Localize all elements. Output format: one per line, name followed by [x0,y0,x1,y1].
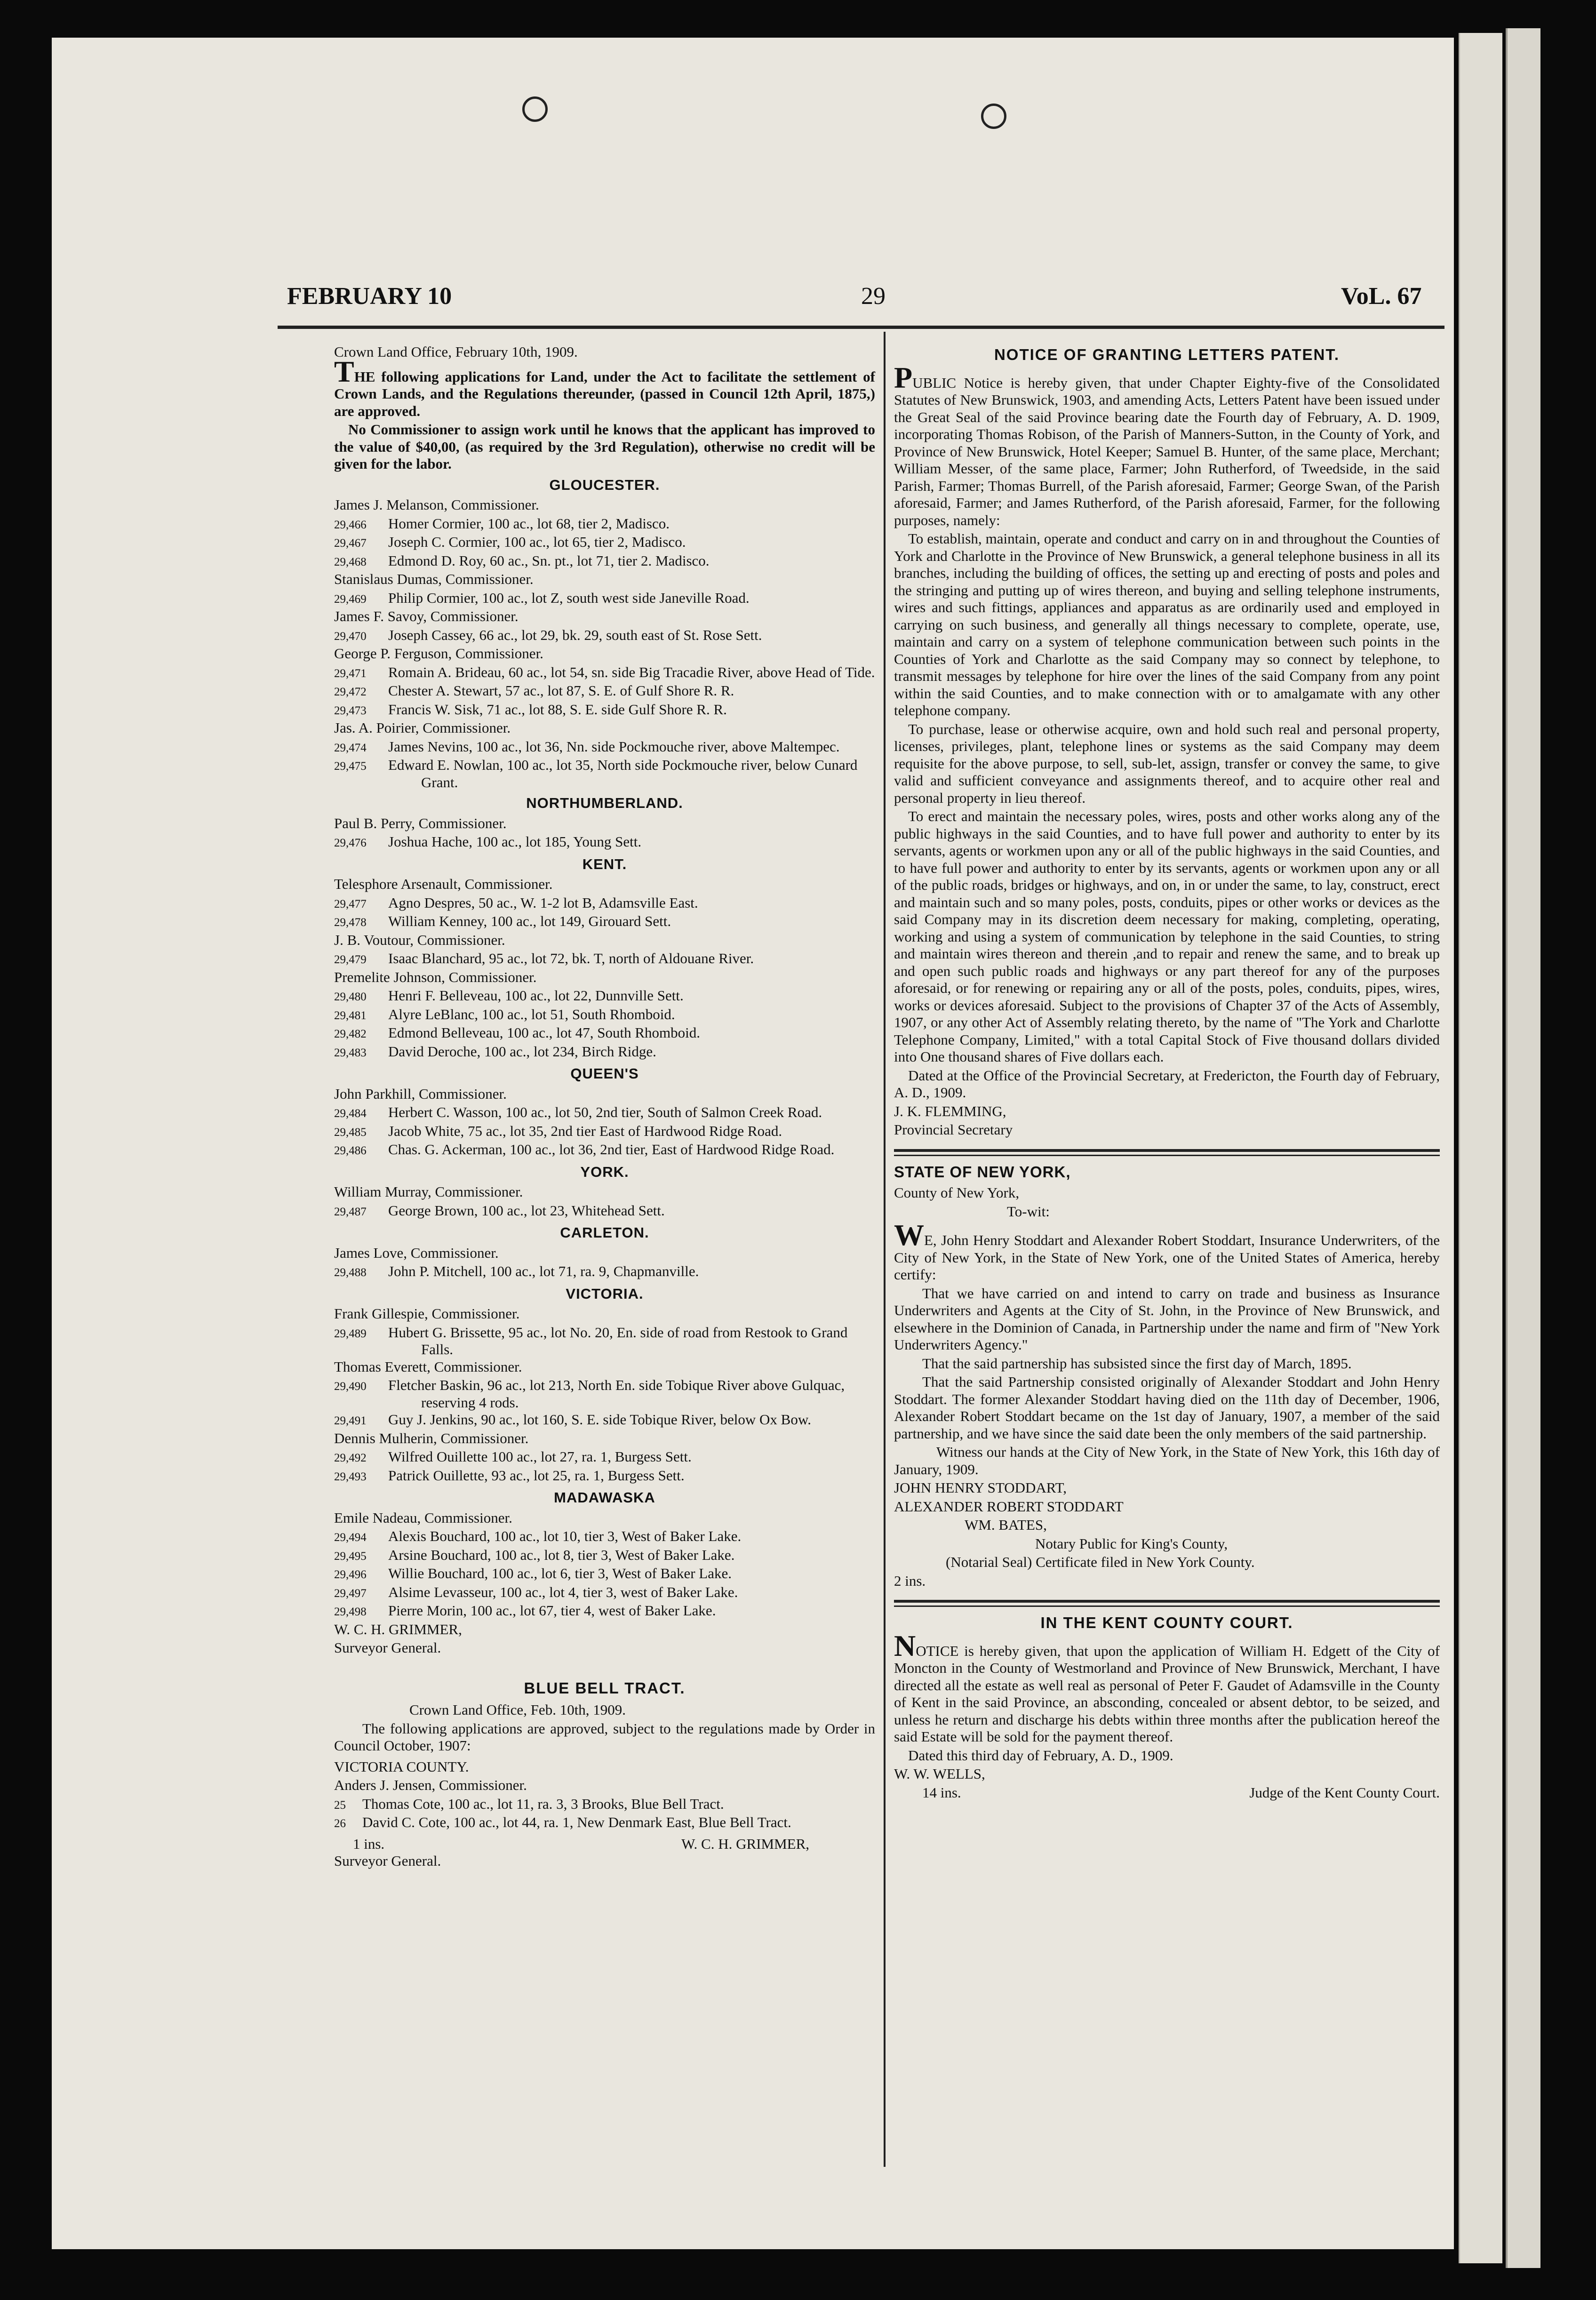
county-heading: CARLETON. [560,1224,649,1241]
application-number: 29,469 [334,592,367,606]
application-text: Edward E. Nowlan, 100 ac., lot 35, North side Pockmouche river, below Cunard Grant. [388,757,858,791]
intro-paragraph: THE following applications for Land, under the Act to facilitate the settlement of Crown Lands, and the Regulations thereunder, (passed in Council 12th April, 1875,) are approved. [334,354,875,419]
section-rule-1 [894,1149,1440,1156]
application-number: 29,489 [334,1327,367,1340]
volume-number: VoL. 67 [1341,283,1422,310]
application-entry [334,1584,875,1603]
ny-p4: That the said Partnership consisted originally of Alexander Stoddart and John Henry Stoddart. The former Alexander Stoddart having died on the 11th day of December, 1906, Alexander Robert Stoddart became on the 1st day of January, 1907, a member of the said partnership, and we have since the said date been the only members of the said partnership. [894,1374,1440,1442]
application-text: Willie Bouchard, 100 ac., lot 6, tier 3, West of Baker Lake. [388,1565,732,1581]
bluebell-entry [334,1814,875,1833]
commissioner-line: Premelite Johnson, Commissioner. [334,968,537,985]
application-number: 29,470 [334,630,367,643]
patent-p2: To establish, maintain, operate and conduct and carry on in and throughout the Counties of York and Charlotte in the Province of New Brunswick, a general telephone business in all its branches, including the building of offices, the setting up and erecting of posts and poles and the stringing and putting up of wires thereon, and buying and selling telephone instruments, wires and such fittings, appliances and apparatus as are ordinarily used and employed in carrying on such business, and generally all things necessary to complete, operate, use, maintain and carry on a system of telephone communication between such points in the Counties of York and Charlotte as the said Company may so connect by telephone, to transmit messages by telephone for hire over the lines of the said Company from any point within the said Counties, and to make connection with or to amalgamate with any other telephone company. [894,530,1440,719]
ny-ins: 2 ins. [894,1572,926,1589]
application-entry [334,1467,875,1486]
bluebell-title: BLUE BELL TRACT. [524,1679,686,1697]
application-number: 29,496 [334,1568,367,1581]
ny-title: STATE OF NEW YORK, [894,1163,1071,1181]
page-edge-outer [1506,28,1540,2268]
application-entry [334,701,875,720]
application-text: Herbert C. Wasson, 100 ac., lot 50, 2nd tier, South of Salmon Creek Road. [388,1104,822,1120]
header-date: FEBRUARY 10 [287,283,452,310]
application-text: Joseph Cassey, 66 ac., lot 29, bk. 29, south east of St. Rose Sett. [388,626,762,643]
application-entry [334,1202,875,1221]
application-text: Alexis Bouchard, 100 ac., lot 10, tier 3, West of Baker Lake. [388,1528,742,1544]
application-text: Homer Cormier, 100 ac., lot 68, tier 2, Madisco. [388,515,670,532]
office-date: Crown Land Office, February 10th, 1909. [334,343,578,360]
county-heading: KENT. [582,855,627,872]
application-number: 29,479 [334,953,367,966]
section-rule-2 [894,1600,1440,1607]
application-text: Arsine Bouchard, 100 ac., lot 8, tier 3, West of Baker Lake. [388,1546,735,1563]
application-number: 29,478 [334,916,367,929]
ny-seal: (Notarial Seal) Certificate filed in New York County. [946,1554,1255,1570]
application-entry [334,627,875,646]
application-entry [334,1006,875,1025]
application-number: 29,471 [334,667,367,680]
application-number: 29,495 [334,1549,367,1563]
kent-signature: W. W. WELLS, [894,1765,985,1782]
patent-p4: To erect and maintain the necessary poles, wires, posts and other works along any of the public highways in the said Counties, and to have full power and authority to enter by its servants, agents or workmen upon any or all of the public highways in the said Counties, and to have full power and authority to enter by its servants, agents or workmen upon any or all of the public roads, bridges or highways, and on, in or under the same, to lay, construct, erect and maintain such and so many poles, posts, conduits, pipes or other works or devices as the said Company may in its discretion deem necessary for making, completing, operating, working and using a system of communication by telephone in the said Counties, to string and maintain wires thereon and therein ,and to repair and renew the same, and to break up and open such public roads and highways or any part thereof for any of the purposes aforesaid, or for renewing or repairing any or all of the posts, poles, conduits, pipes, wires, works or devices aforesaid. Subject to the provisions of Chapter 37 of the Acts of Assembly, 1907, or any other Act of Assembly relating thereto, by the name of "The York and Charlotte Telephone Company, Limited," with a total Capital Stock of Five thousand dollars divided into One thousand shares of Five dollars each. [894,808,1440,1065]
bluebell-signature-title: Surveyor General. [334,1853,441,1869]
application-text: Guy J. Jenkins, 90 ac., lot 160, S. E. side Tobique River, below Ox Bow. [388,1411,811,1428]
application-entry [334,1043,875,1062]
bluebell-entry-text: Thomas Cote, 100 ac., lot 11, ra. 3, 3 Brooks, Blue Bell Tract. [362,1795,724,1812]
application-number: 29,483 [334,1046,367,1059]
application-text: Joseph C. Cormier, 100 ac., lot 65, tier 2, Madisco. [388,534,686,550]
application-entry [334,1448,875,1467]
application-text: Alyre LeBlanc, 100 ac., lot 51, South Rhomboid. [388,1006,675,1022]
column-divider [884,332,886,2167]
page-number: 29 [861,283,886,310]
application-entry [334,1565,875,1584]
application-entry [334,950,875,969]
commissioner-line: James J. Melanson, Commissioner. [334,496,539,513]
application-text: Joshua Hache, 100 ac., lot 185, Young Sett. [388,833,642,850]
bluebell-ins: 1 ins. [353,1835,385,1852]
gazette-page [52,38,1454,2249]
application-number: 29,498 [334,1605,367,1618]
application-text: Alsime Levasseur, 100 ac., lot 4, tier 3, west of Baker Lake. [388,1583,738,1600]
patent-title: NOTICE OF GRANTING LETTERS PATENT. [994,346,1340,363]
application-number: 29,475 [334,760,367,773]
page-edge-inner [1459,33,1502,2263]
kent-p1: NOTICE is hereby given, that upon the application of William H. Edgett of the City of Moncton in the County of Westmorland and Province of New Brunswick, Merchant, I have directed all the estate as well real as personal of Peter F. Gaudet of Adamsville in the County of Kent in the said Province, an absconding, concealed or absent debtor, to be seized, and unless he return and discharge his debts within three months after the publication hereof the said Estate will be sold for the payment thereof. [894,1629,1440,1745]
application-entry [334,913,875,932]
application-entry [334,1547,875,1565]
application-number: 29,494 [334,1531,367,1544]
application-number: 29,484 [334,1107,367,1120]
application-text: Edmond Belleveau, 100 ac., lot 47, South Rhomboid. [388,1024,700,1041]
application-text: David Deroche, 100 ac., lot 234, Birch Ridge. [388,1043,656,1060]
bluebell-signature: W. C. H. GRIMMER, [681,1835,809,1852]
application-number: 29,487 [334,1205,367,1218]
bluebell-entry-number: 25 [334,1798,346,1812]
application-entry [334,682,875,701]
application-number: 29,491 [334,1414,367,1427]
bluebell-entry [334,1796,875,1814]
application-number: 29,493 [334,1470,367,1483]
application-number: 29,486 [334,1144,367,1157]
application-text: John P. Mitchell, 100 ac., lot 71, ra. 9, Chapmanville. [388,1263,699,1279]
commissioner-line: Frank Gillespie, Commissioner. [334,1305,520,1322]
commissioner-line: George P. Ferguson, Commissioner. [334,645,543,662]
commissioner-line: J. B. Voutour, Commissioner. [334,931,505,948]
application-text: Fletcher Baskin, 96 ac., lot 213, North En. side Tobique River above Gulquac, reserving 4 rods. [388,1377,845,1411]
application-entry [334,534,875,552]
application-entry [334,1104,875,1123]
application-entry [334,1263,875,1282]
bluebell-intro: The following applications are approved, subject to the regulations made by Order in Council October, 1907: [334,1720,875,1754]
county-sections [334,477,875,1621]
application-entry [334,1324,875,1358]
application-number: 29,474 [334,741,367,754]
commissioner-line: Jas. A. Poirier, Commissioner. [334,719,511,736]
ny-p2: That we have carried on and intend to carry on trade and business as Insurance Underwriters and Agents at the City of St. John, in the Province of New Brunswick, and elsewhere in the Dominion of Canada, in Partnership under the name and firm of "New York Underwriters Agency." [894,1285,1440,1353]
ny-p5: Witness our hands at the City of New York, in the State of New York, this 16th day of January, 1909. [894,1444,1440,1477]
application-number: 29,476 [334,837,367,849]
header-rule [278,326,1444,329]
application-text: Henri F. Belleveau, 100 ac., lot 22, Dunnville Sett. [388,987,684,1004]
application-entry [334,757,875,791]
application-number: 29,497 [334,1587,367,1600]
bluebell-entry-number: 26 [334,1817,346,1830]
application-number: 29,481 [334,1009,367,1022]
application-number: 29,466 [334,518,367,531]
application-text: Edmond D. Roy, 60 ac., Sn. pt., lot 71, tier 2. Madisco. [388,552,710,569]
punch-hole-right [981,104,1006,129]
patent-p5: Dated at the Office of the Provincial Secretary, at Fredericton, the Fourth day of February, A. D., 1909. [894,1067,1440,1101]
application-number: 29,467 [334,537,367,550]
application-entry [334,1024,875,1043]
application-entry [334,1602,875,1621]
application-number: 29,492 [334,1452,367,1464]
commissioner-line: Stanislaus Dumas, Commissioner. [334,571,534,587]
application-text: Jacob White, 75 ac., lot 35, 2nd tier East of Hardwood Ridge Road. [388,1122,782,1139]
application-text: George Brown, 100 ac., lot 23, Whitehead Sett. [388,1202,665,1219]
application-text: Wilfred Ouillette 100 ac., lot 27, ra. 1, Burgess Sett. [388,1448,692,1465]
ny-signature-2: ALEXANDER ROBERT STODDART [894,1498,1124,1515]
kent-p2: Dated this third day of February, A. D., 1909. [908,1747,1173,1764]
application-entry [334,1528,875,1547]
application-text: Chester A. Stewart, 57 ac., lot 87, S. E. of Gulf Shore R. R. [388,682,734,699]
patent-signature: J. K. FLEMMING, [894,1102,1006,1119]
ny-signature-1: JOHN HENRY STODDART, [894,1479,1067,1496]
intro-paragraph-2: No Commissioner to assign work until he knows that the applicant has improved to the value of $40,00, (as required by the 3rd Regulation), otherwise no credit will be given for the labor. [334,421,875,472]
ny-p3: That the said partnership has subsisted since the first day of March, 1895. [922,1355,1352,1372]
application-text: Romain A. Brideau, 60 ac., lot 54, sn. side Big Tracadie River, above Head of Tide. [388,663,875,680]
application-number: 29,485 [334,1126,367,1139]
patent-signature-title: Provincial Secretary [894,1121,1013,1138]
county-heading: MADAWASKA [554,1489,655,1506]
ny-county: County of New York, [894,1184,1020,1201]
bluebell-entries [334,1796,875,1833]
punch-hole-left [522,96,548,122]
commissioner-line: James Love, Commissioner. [334,1244,499,1261]
application-text: Chas. G. Ackerman, 100 ac., lot 36, 2nd tier, East of Hardwood Ridge Road. [388,1141,835,1158]
application-entry [334,738,875,757]
county-heading: GLOUCESTER. [549,476,660,493]
application-entry [334,1141,875,1160]
bluebell-county: VICTORIA COUNTY. [334,1758,469,1775]
patent-p3: To purchase, lease or otherwise acquire, own and hold such real and personal property, licenses, privileges, plant, telephone lines or systems as the said Company may deem requisite for the above purpose, to sell, sub-let, assign, transfer or convey the same, to give valid and sufficient conveyance and assignments thereof, and to acquire other real and personal property in lieu thereof. [894,720,1440,806]
commissioner-line: Dennis Mulherin, Commissioner. [334,1430,529,1446]
signature-title: Surveyor General. [334,1639,441,1656]
application-entry [334,987,875,1006]
commissioner-line: Thomas Everett, Commissioner. [334,1358,522,1375]
kent-title: IN THE KENT COUNTY COURT. [1040,1614,1293,1631]
application-entry [334,833,875,852]
application-entry [334,590,875,608]
bluebell-commissioner: Anders J. Jensen, Commissioner. [334,1777,527,1793]
application-text: Hubert G. Brissette, 95 ac., lot No. 20, En. side of road from Restook to Grand Falls. [388,1324,848,1358]
commissioner-line: Telesphore Arsenault, Commissioner. [334,876,553,892]
county-heading: VICTORIA. [566,1285,644,1302]
bluebell-entry-text: David C. Cote, 100 ac., lot 44, ra. 1, New Denmark East, Blue Bell Tract. [362,1814,791,1830]
left-column [334,343,875,1871]
application-number: 29,482 [334,1028,367,1040]
county-heading: NORTHUMBERLAND. [526,795,683,811]
commissioner-line: William Murray, Commissioner. [334,1183,523,1200]
application-entry [334,1123,875,1142]
kent-signature-title: Judge of the Kent County Court. [1249,1784,1440,1801]
county-heading: YORK. [580,1163,629,1180]
ny-notary: Notary Public for King's County, [1035,1535,1228,1552]
application-entry [334,1377,875,1411]
commissioner-line: John Parkhill, Commissioner. [334,1085,507,1102]
commissioner-line: James F. Savoy, Commissioner. [334,608,519,624]
application-entry [334,1411,875,1430]
application-number: 29,468 [334,555,367,568]
kent-ins: 14 ins. [922,1784,961,1801]
bluebell-office-date: Crown Land Office, Feb. 10th, 1909. [409,1701,626,1718]
patent-p1: PUBLIC Notice is hereby given, that under Chapter Eighty-five of the Consolidated Statutes of New Brunswick, 1903, and amending Acts, Letters Patent have been issued under the Great Seal of the said Province bearing date the Fourth day of February, A. D. 1909, incorporating Thomas Robison, of the Parish of Manners-Sutton, in the County of York, and Province of New Brunswick, Hotel Keeper; Samuel B. Hunter, of the same place, Merchant; William Messer, of the same place, Farmer; John Rutherford, of Tweedside, in the said Parish, Farmer; Thomas Burrell, of the Parish aforesaid, Farmer; George Swan, of the Parish aforesaid, Farmer; and James Rutherford, of the Parish aforesaid, Farmer, for the following purposes, namely: [894,360,1440,528]
signature-name: W. C. H. GRIMMER, [334,1621,462,1637]
ny-p1: WE, John Henry Stoddart and Alexander Robert Stoddart, Insurance Underwriters, of the City of New York, in the State of New York, one of the United States of America, hereby certify: [894,1218,1440,1283]
application-number: 29,472 [334,686,367,698]
application-entry [334,664,875,683]
application-number: 29,490 [334,1380,367,1393]
application-text: Francis W. Sisk, 71 ac., lot 88, S. E. side Gulf Shore R. R. [388,701,727,718]
application-text: Agno Despres, 50 ac., W. 1-2 lot B, Adamsville East. [388,894,698,911]
application-number: 29,480 [334,990,367,1003]
application-text: Philip Cormier, 100 ac., lot Z, south west side Janeville Road. [388,589,750,606]
application-text: William Kenney, 100 ac., lot 149, Girouard Sett. [388,913,671,929]
application-text: Isaac Blanchard, 95 ac., lot 72, bk. T, north of Aldouane River. [388,950,754,966]
application-entry [334,552,875,571]
application-number: 29,488 [334,1266,367,1279]
commissioner-line: Emile Nadeau, Commissioner. [334,1509,512,1526]
application-text: Patrick Ouillette, 93 ac., lot 25, ra. 1, Burgess Sett. [388,1467,685,1484]
application-number: 29,473 [334,704,367,717]
ny-towit: To-wit: [1007,1203,1050,1220]
application-entry [334,515,875,534]
ny-witness: WM. BATES, [965,1517,1047,1533]
application-entry [334,894,875,913]
county-heading: QUEEN'S [570,1065,639,1082]
application-text: Pierre Morin, 100 ac., lot 67, tier 4, west of Baker Lake. [388,1602,716,1619]
application-number: 29,477 [334,897,367,910]
application-text: James Nevins, 100 ac., lot 36, Nn. side Pockmouche river, above Maltempec. [388,738,840,755]
commissioner-line: Paul B. Perry, Commissioner. [334,815,507,831]
right-column [894,343,1440,1801]
